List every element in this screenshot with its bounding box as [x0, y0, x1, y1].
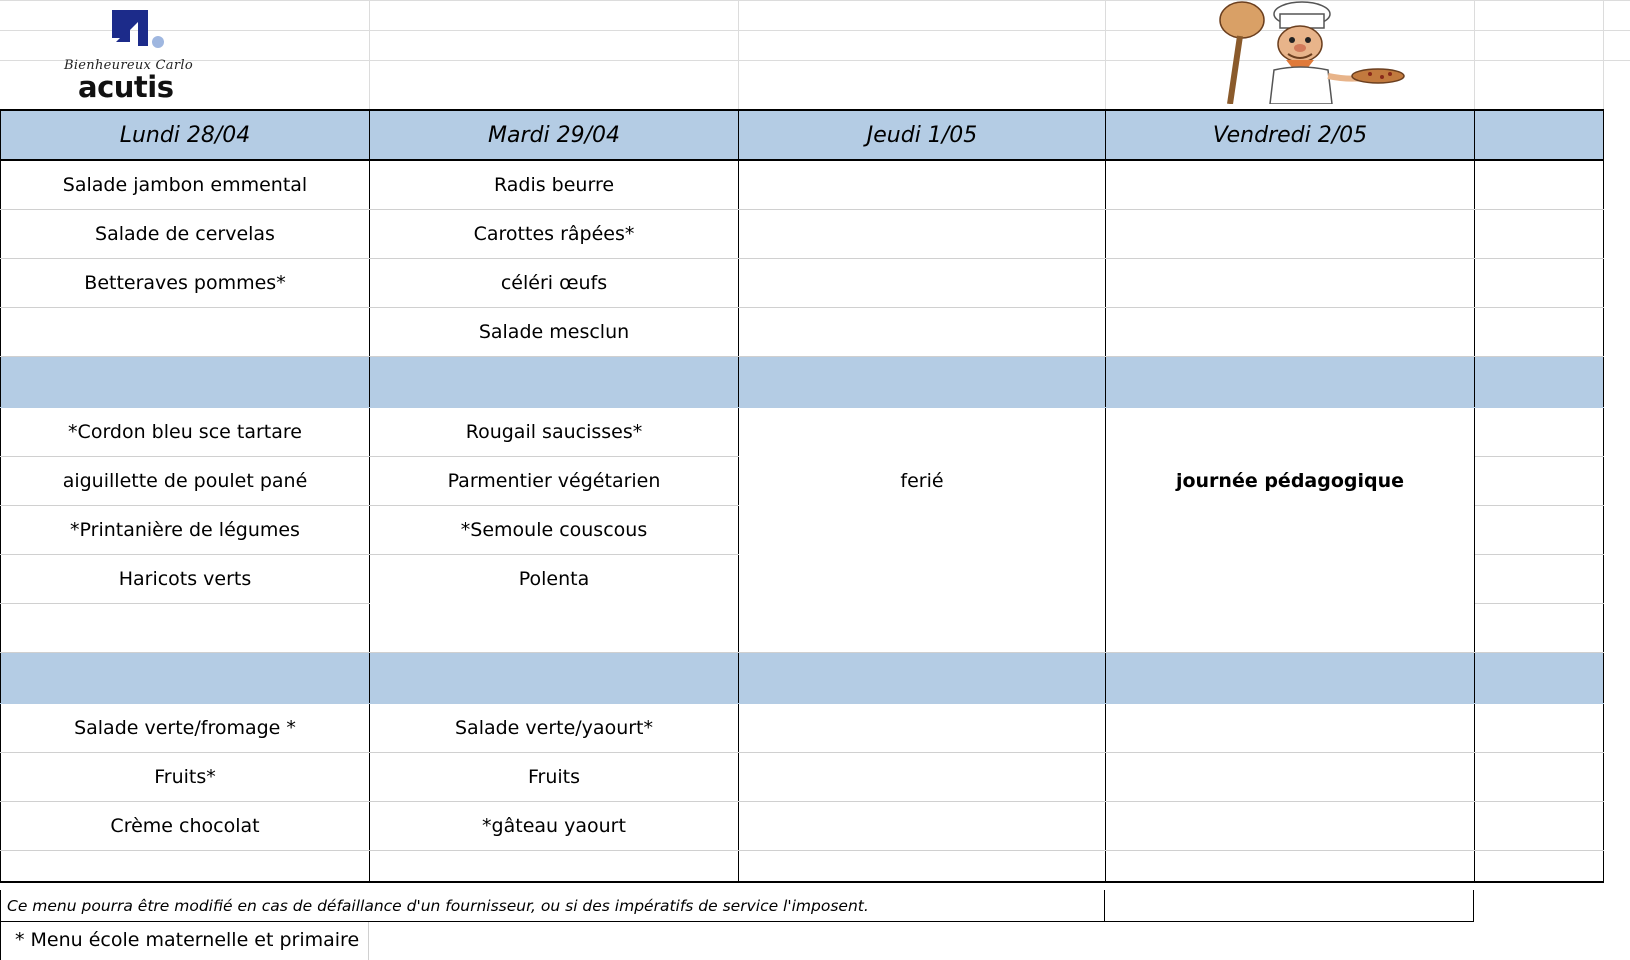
empty-cell — [1106, 408, 1475, 457]
starter-row — [1, 160, 1604, 210]
separator-cell — [1, 357, 370, 408]
empty-cell — [1106, 308, 1475, 357]
menu-item: Salade jambon emmental — [1, 160, 370, 210]
separator-cell — [1106, 357, 1475, 408]
grid-line — [1474, 0, 1475, 109]
empty-cell — [739, 506, 1106, 555]
menu-disclaimer: Ce menu pourra être modifié en cas de défaillance d'un fournisseur, ou si des impératifs de service l'imposent. — [0, 890, 1105, 922]
starter-row — [1, 210, 1604, 259]
empty-cell — [1106, 210, 1475, 259]
menu-item: *Semoule couscous — [370, 506, 739, 555]
menu-item: *Cordon bleu sce tartare — [1, 408, 370, 457]
empty-cell — [1106, 555, 1475, 604]
menu-item: céléri œufs — [370, 259, 739, 308]
empty-cell — [1106, 704, 1475, 753]
menu-item: aiguillette de poulet pané — [1, 457, 370, 506]
empty-cell — [1105, 890, 1474, 922]
separator-cell — [739, 653, 1106, 704]
empty-cell — [739, 802, 1106, 851]
day-header-thursday: Jeudi 1/05 — [739, 110, 1106, 160]
teacher-training-day-note: journée pédagogique — [1106, 457, 1475, 506]
empty-cell — [1475, 457, 1604, 506]
menu-item: Betteraves pommes* — [1, 259, 370, 308]
grid-line — [1105, 0, 1106, 109]
separator-cell — [1106, 653, 1475, 704]
empty-cell — [739, 308, 1106, 357]
school-logo — [56, 8, 226, 104]
starter-row — [1, 308, 1604, 357]
menu-item: Radis beurre — [370, 160, 739, 210]
empty-cell — [1475, 308, 1604, 357]
empty-cell — [1475, 160, 1604, 210]
empty-cell — [739, 160, 1106, 210]
empty-cell — [1475, 753, 1604, 802]
empty-cell — [739, 753, 1106, 802]
main-row — [1, 506, 1604, 555]
menu-item — [370, 604, 739, 653]
dessert-row — [1, 851, 1604, 883]
empty-cell — [1475, 704, 1604, 753]
holiday-note: ferié — [739, 457, 1106, 506]
section-separator — [1, 357, 1604, 408]
day-header-extra — [1475, 110, 1604, 160]
dessert-row — [1, 753, 1604, 802]
day-header-friday: Vendredi 2/05 — [1106, 110, 1475, 160]
chef-illustration-icon — [1182, 0, 1406, 104]
day-header-tuesday: Mardi 29/04 — [370, 110, 739, 160]
separator-cell — [1, 653, 370, 704]
empty-cell — [1106, 160, 1475, 210]
logo-wordmark: acutis — [78, 70, 174, 104]
empty-cell — [1106, 802, 1475, 851]
separator-cell — [1475, 653, 1604, 704]
grid-line — [738, 0, 739, 109]
separator-cell — [370, 357, 739, 408]
asterisk-legend: * Menu école maternelle et primaire — [0, 922, 369, 960]
empty-cell — [1106, 753, 1475, 802]
menu-item: Fruits — [370, 753, 739, 802]
main-row — [1, 457, 1604, 506]
empty-cell — [739, 555, 1106, 604]
empty-cell — [739, 259, 1106, 308]
menu-item — [1, 851, 370, 883]
menu-item — [1, 308, 370, 357]
separator-cell — [370, 653, 739, 704]
empty-cell — [1106, 506, 1475, 555]
day-header-monday: Lundi 28/04 — [1, 110, 370, 160]
empty-cell — [739, 604, 1106, 653]
main-row — [1, 555, 1604, 604]
separator-cell — [1475, 357, 1604, 408]
menu-item: Haricots verts — [1, 555, 370, 604]
empty-cell — [739, 704, 1106, 753]
menu-item: Carottes râpées* — [370, 210, 739, 259]
empty-cell — [1475, 259, 1604, 308]
menu-item — [1, 604, 370, 653]
menu-item: Rougail saucisses* — [370, 408, 739, 457]
logo-mark-icon — [108, 8, 168, 56]
grid-line — [369, 0, 370, 109]
weekly-menu-table — [0, 109, 1604, 883]
separator-cell — [739, 357, 1106, 408]
menu-item — [370, 851, 739, 883]
dessert-row — [1, 704, 1604, 753]
empty-cell — [1475, 555, 1604, 604]
menu-item: *gâteau yaourt — [370, 802, 739, 851]
empty-cell — [1106, 851, 1475, 883]
empty-cell — [739, 408, 1106, 457]
menu-item: Parmentier végétarien — [370, 457, 739, 506]
empty-cell — [1475, 210, 1604, 259]
empty-cell — [1475, 408, 1604, 457]
empty-cell — [1475, 506, 1604, 555]
menu-item: Crème chocolat — [1, 802, 370, 851]
grid-line — [1603, 0, 1604, 109]
menu-item: Salade de cervelas — [1, 210, 370, 259]
empty-cell — [1475, 604, 1604, 653]
menu-item: Salade verte/fromage * — [1, 704, 370, 753]
empty-cell — [739, 851, 1106, 883]
starter-row — [1, 259, 1604, 308]
logo-script-text: Bienheureux Carlo — [64, 58, 193, 73]
menu-item: Salade mesclun — [370, 308, 739, 357]
empty-cell — [1106, 259, 1475, 308]
menu-item: Fruits* — [1, 753, 370, 802]
main-row — [1, 604, 1604, 653]
section-separator — [1, 653, 1604, 704]
main-row — [1, 408, 1604, 457]
menu-item: *Printanière de légumes — [1, 506, 370, 555]
empty-cell — [1475, 802, 1604, 851]
empty-cell — [1475, 851, 1604, 883]
dessert-row — [1, 802, 1604, 851]
menu-item: Salade verte/yaourt* — [370, 704, 739, 753]
menu-item: Polenta — [370, 555, 739, 604]
empty-cell — [739, 210, 1106, 259]
day-header-row — [1, 110, 1604, 160]
empty-cell — [1106, 604, 1475, 653]
